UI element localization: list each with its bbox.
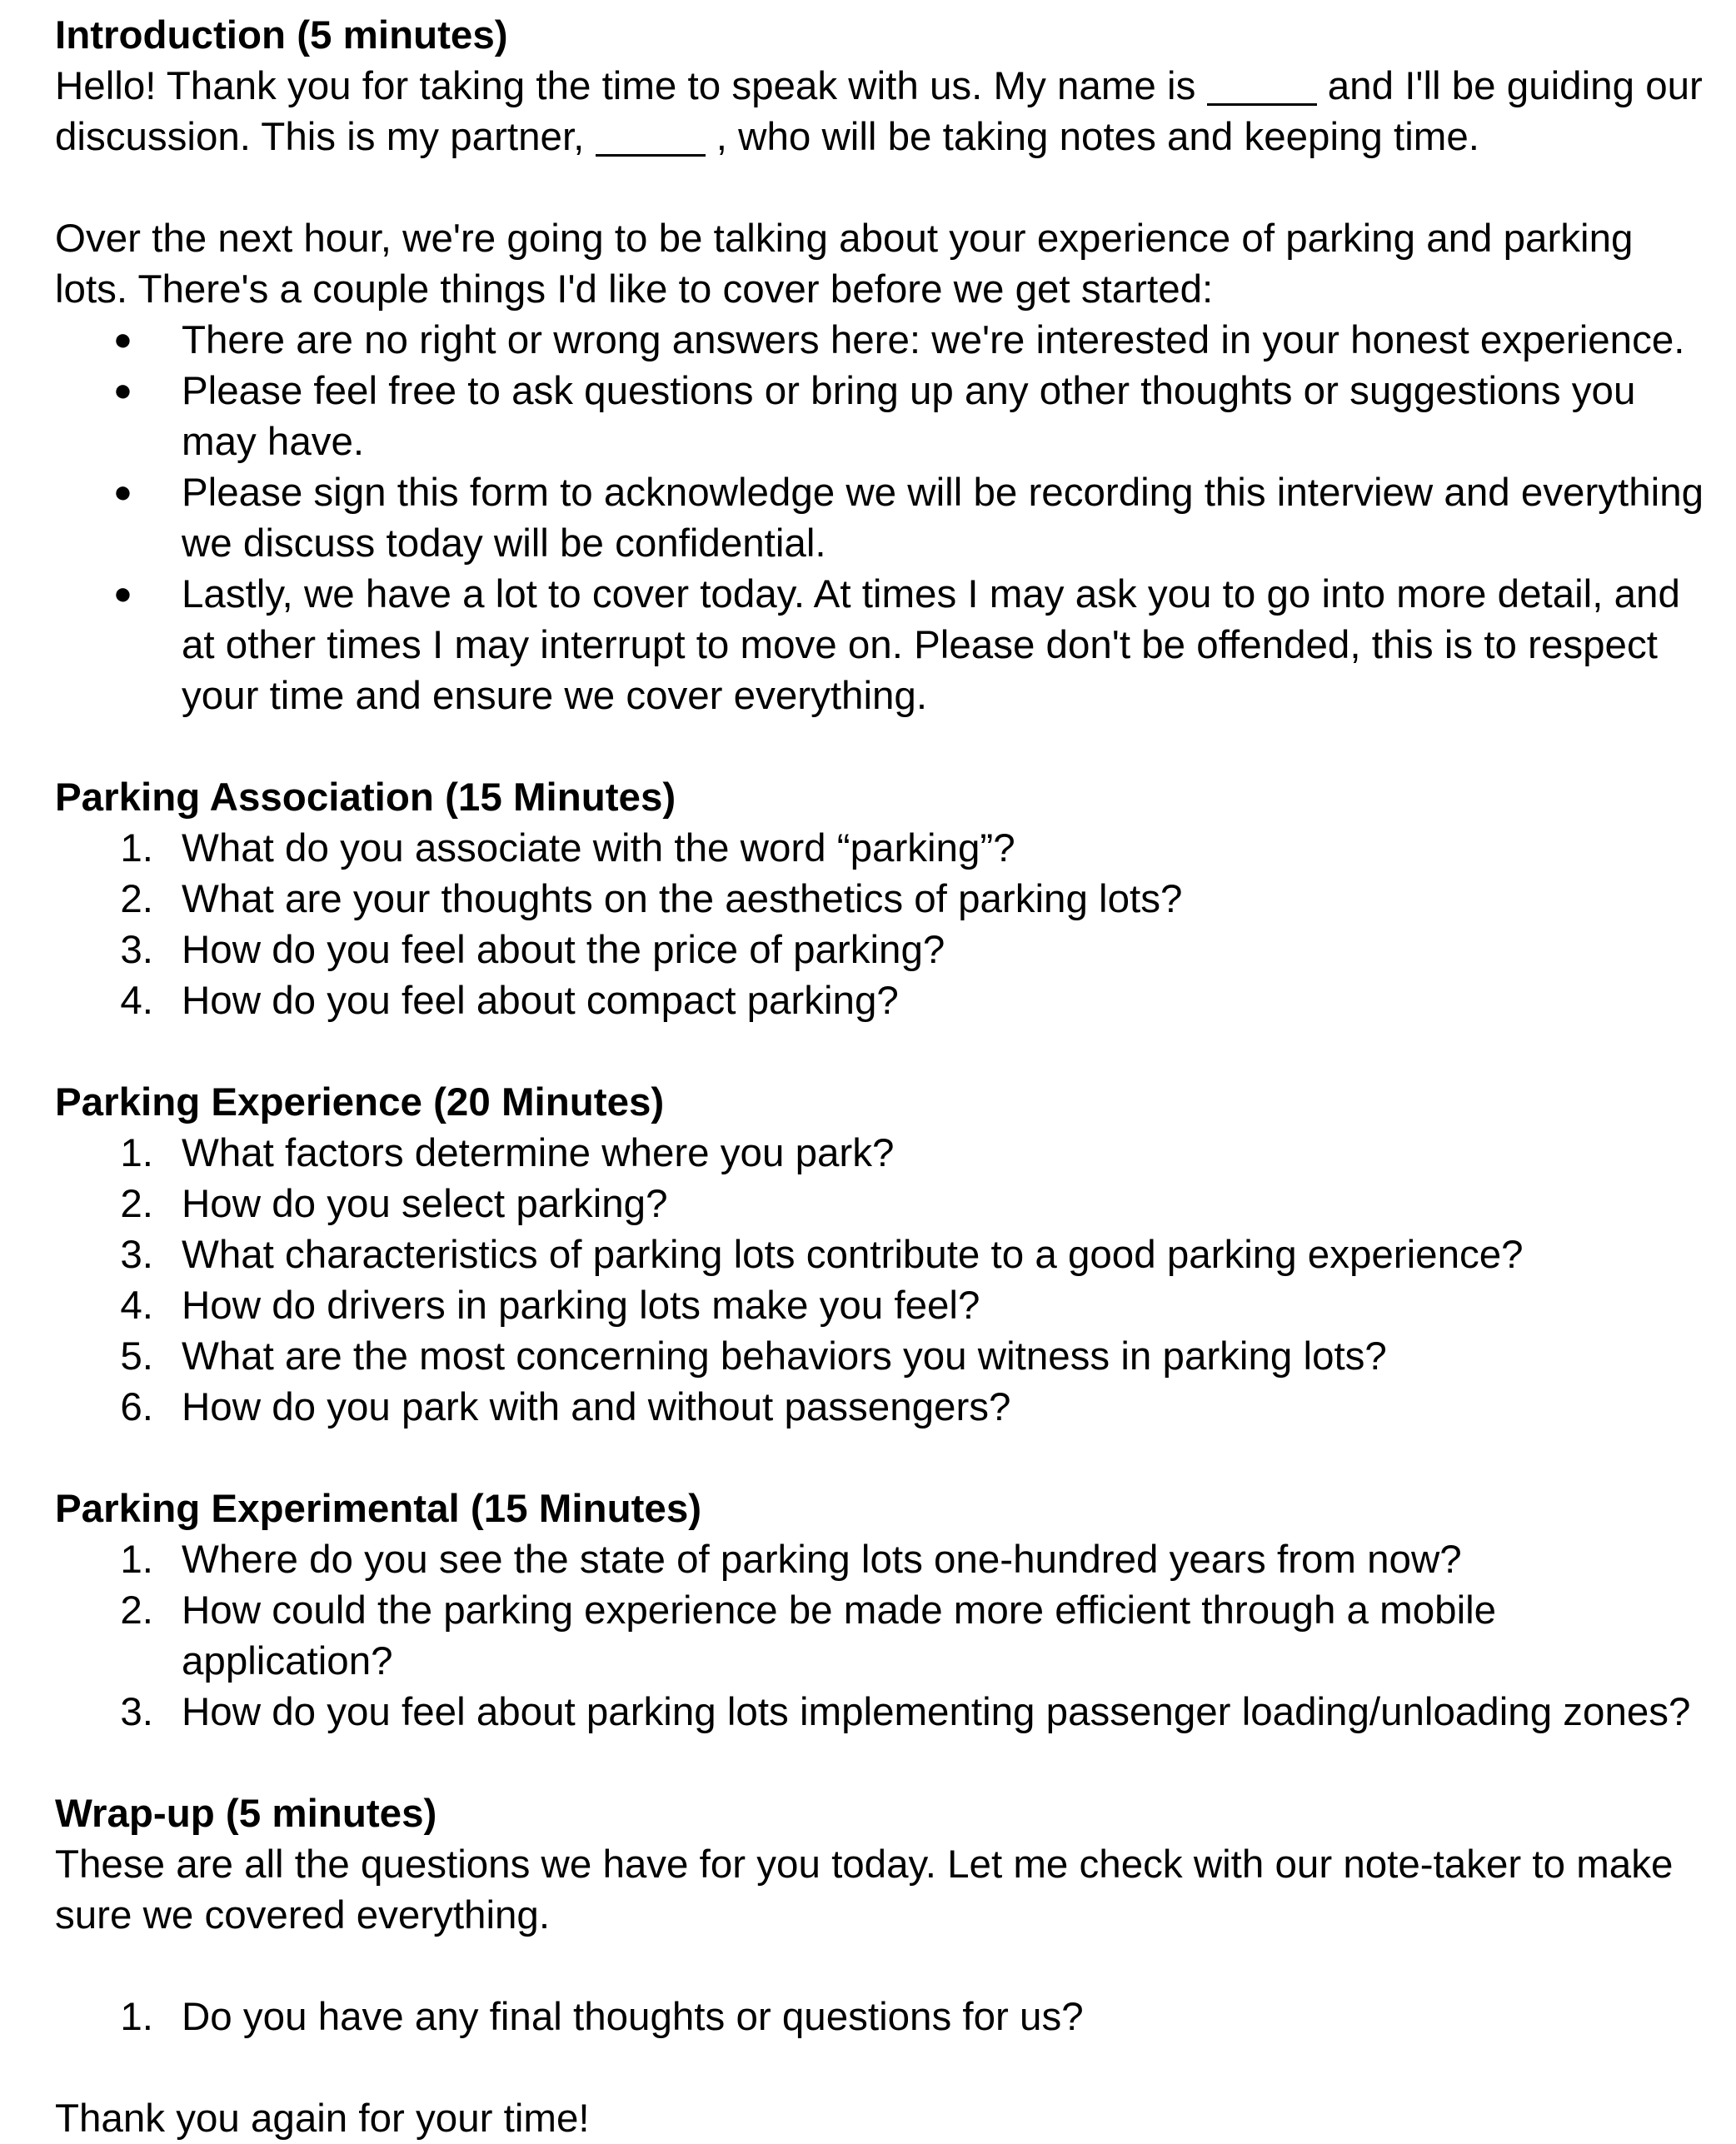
parking-experimental-section: [55, 1483, 1713, 1738]
list-item: [55, 569, 1713, 721]
spacer: [55, 721, 1713, 772]
question-item: [55, 1280, 1713, 1331]
partner-name-blank: [596, 121, 706, 157]
wrap-up-section: [55, 1788, 1713, 2144]
list-item: [55, 366, 1713, 467]
bullet-icon: ●: [113, 322, 132, 357]
question-item: [55, 1382, 1713, 1433]
question-text: Do you have any final thoughts or questions for us?: [182, 1995, 1084, 2039]
question-item: [55, 874, 1713, 925]
question-number: 2.: [120, 1588, 153, 1633]
question-item: [55, 1179, 1713, 1229]
bullet-icon: ●: [113, 576, 132, 611]
greeting-part-3: , who will be taking notes and keeping time.: [716, 115, 1479, 159]
list-item-text: Lastly, we have a lot to cover today. At times I may ask you to go into more detail, and at other times I may interrupt to move on. Please don't be offended, this is to respect your time and ensure we cover everything.: [182, 572, 1680, 718]
question-text: How do you select parking?: [182, 1182, 668, 1226]
bullet-icon: ●: [113, 475, 132, 510]
question-item: [55, 1585, 1713, 1687]
question-item: [55, 1992, 1713, 2042]
introduction-overview: Over the next hour, we're going to be talking about your experience of parking and parking lots. There's a couple things I'd like to cover before we get started:: [55, 217, 1634, 312]
question-number: 2.: [120, 1182, 153, 1226]
question-text: How could the parking experience be made more efficient through a mobile application?: [182, 1588, 1497, 1683]
introduction-heading: Introduction (5 minutes): [55, 13, 508, 57]
question-text: How do you feel about the price of parking?: [182, 928, 945, 972]
question-number: 3.: [120, 1690, 153, 1734]
list-item: [55, 467, 1713, 569]
experimental-questions-list: [55, 1534, 1713, 1738]
question-number: 2.: [120, 877, 153, 921]
question-text: What are the most concerning behaviors you witness in parking lots?: [182, 1334, 1387, 1379]
question-number: 1.: [120, 1131, 153, 1175]
question-item: [55, 1128, 1713, 1179]
experience-questions-list: [55, 1128, 1713, 1433]
parking-experimental-heading: Parking Experimental (15 Minutes): [55, 1487, 702, 1531]
wrap-up-heading: Wrap-up (5 minutes): [55, 1792, 437, 1836]
list-item: [55, 315, 1713, 366]
spacer: [55, 1433, 1713, 1483]
question-number: 1.: [120, 826, 153, 870]
spacer: [55, 2042, 1713, 2093]
question-item: [55, 1534, 1713, 1585]
spacer: [55, 1941, 1713, 1992]
question-text: How do drivers in parking lots make you feel?: [182, 1284, 980, 1328]
question-number: 1.: [120, 1995, 153, 2039]
wrap-up-text: These are all the questions we have for you today. Let me check with our note-taker to make sure we covered everything.: [55, 1842, 1674, 1937]
introduction-section: [55, 10, 1713, 721]
parking-association-section: [55, 772, 1713, 1026]
greeting-part-2: and I'll be guiding our discussion. This is my partner,: [55, 64, 1703, 159]
question-number: 3.: [120, 1233, 153, 1277]
spacer: [55, 1738, 1713, 1788]
question-item: [55, 823, 1713, 874]
question-number: 6.: [120, 1385, 153, 1429]
question-text: Where do you see the state of parking lots one-hundred years from now?: [182, 1538, 1462, 1582]
question-item: [55, 925, 1713, 975]
interview-guide-document: [55, 10, 1713, 2144]
greeting-part-1: Hello! Thank you for taking the time to speak with us. My name is: [55, 64, 1196, 108]
list-item-text: Please sign this form to acknowledge we will be recording this interview and everything we discuss today will be confidential.: [182, 471, 1704, 566]
question-text: How do you feel about compact parking?: [182, 979, 899, 1023]
parking-experience-section: [55, 1077, 1713, 1433]
question-item: [55, 1687, 1713, 1738]
bullet-icon: ●: [113, 373, 132, 408]
question-number: 4.: [120, 979, 153, 1023]
closing-text: Thank you again for your time!: [55, 2097, 590, 2141]
question-number: 5.: [120, 1334, 153, 1379]
list-item-text: There are no right or wrong answers here: we're interested in your honest experience.: [182, 318, 1685, 362]
parking-experience-heading: Parking Experience (20 Minutes): [55, 1080, 665, 1124]
question-text: What characteristics of parking lots contribute to a good parking experience?: [182, 1233, 1524, 1277]
spacer: [55, 1026, 1713, 1077]
question-item: [55, 975, 1713, 1026]
introduction-greeting: [55, 61, 1713, 162]
question-item: [55, 1229, 1713, 1280]
question-number: 4.: [120, 1284, 153, 1328]
question-text: How do you feel about parking lots implementing passenger loading/unloading zones?: [182, 1690, 1691, 1734]
ground-rules-list: [55, 315, 1713, 721]
question-number: 3.: [120, 928, 153, 972]
wrap-up-questions-list: [55, 1992, 1713, 2042]
question-text: How do you park with and without passengers?: [182, 1385, 1011, 1429]
question-text: What are your thoughts on the aesthetics of parking lots?: [182, 877, 1183, 921]
moderator-name-blank: [1207, 70, 1317, 106]
list-item-text: Please feel free to ask questions or bring up any other thoughts or suggestions you may have.: [182, 369, 1636, 464]
question-text: What factors determine where you park?: [182, 1131, 895, 1175]
question-number: 1.: [120, 1538, 153, 1582]
question-item: [55, 1331, 1713, 1382]
spacer: [55, 162, 1713, 213]
parking-association-heading: Parking Association (15 Minutes): [55, 775, 676, 820]
association-questions-list: [55, 823, 1713, 1026]
question-text: What do you associate with the word “parking”?: [182, 826, 1015, 870]
